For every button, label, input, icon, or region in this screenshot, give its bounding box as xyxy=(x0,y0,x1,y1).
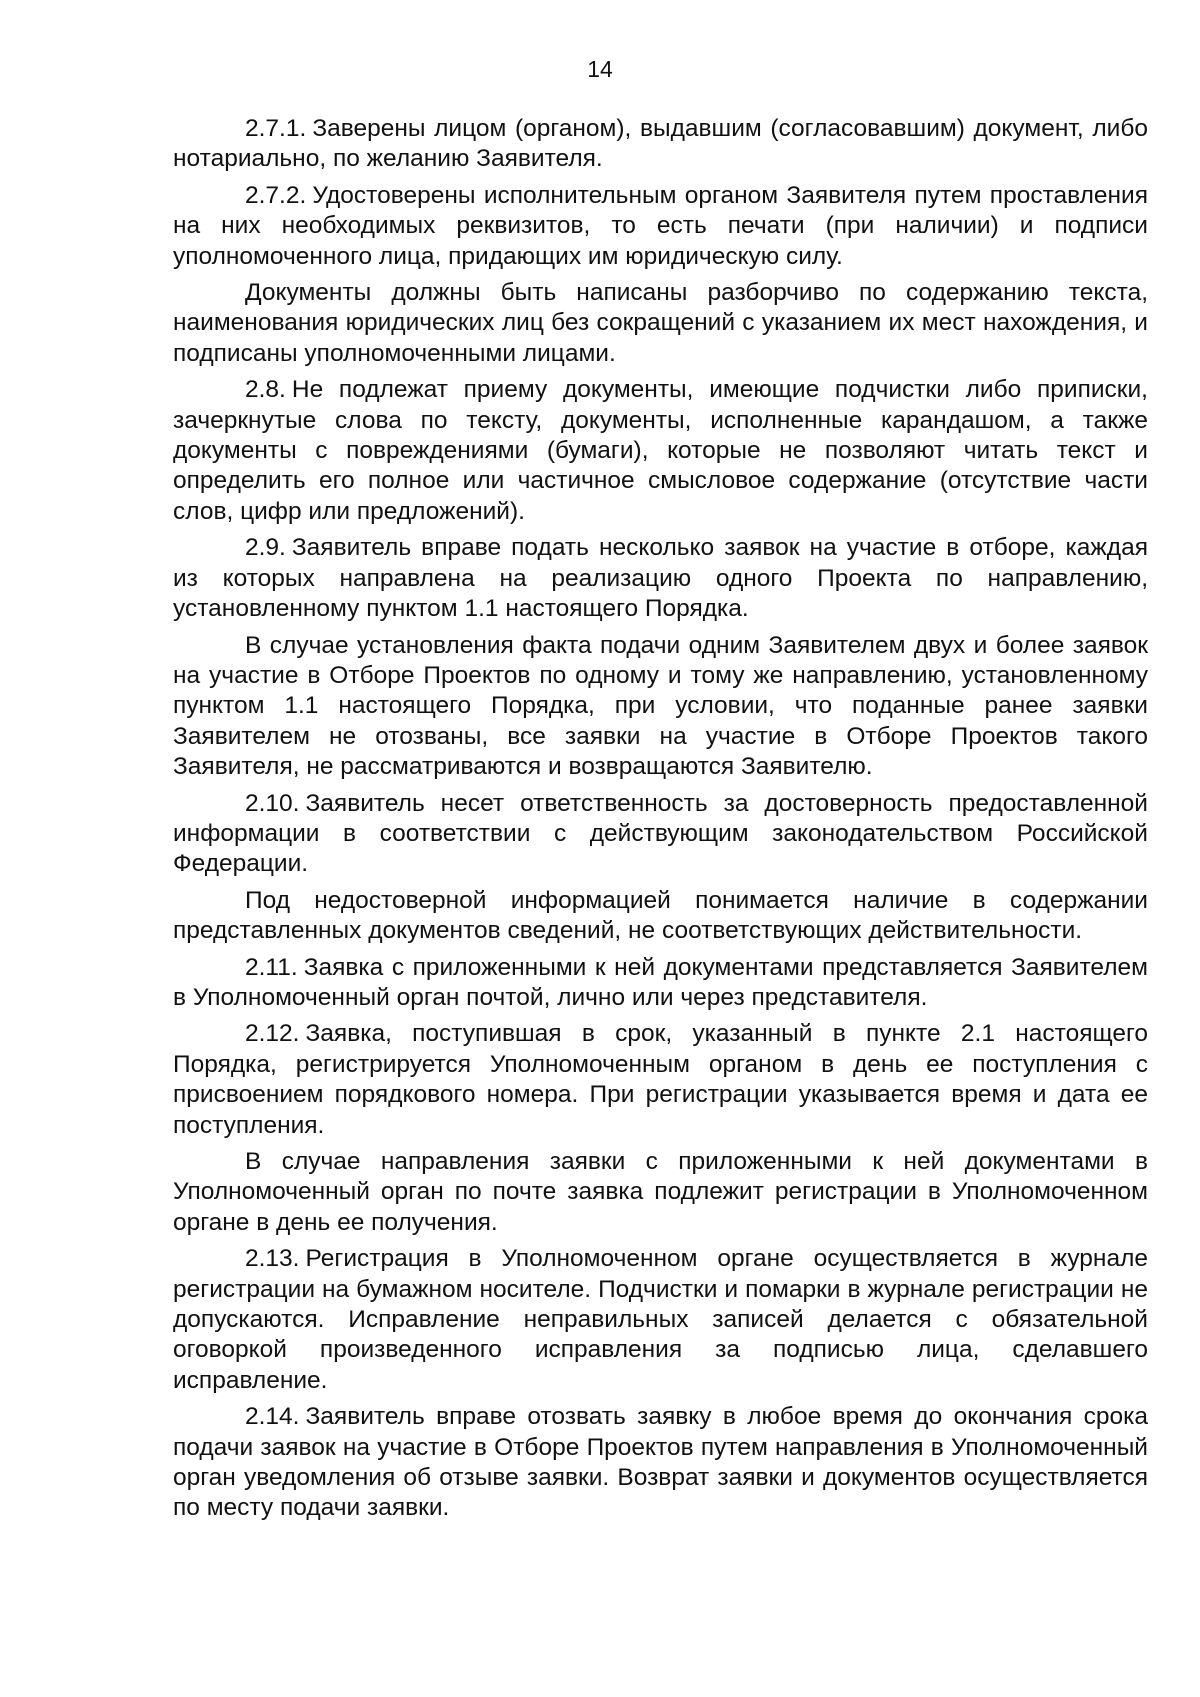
paragraph-text: Заявка, поступившая в срок, указанный в пункте 2.1 настоящего Порядка, регистрируется Уполномоченным органом в день ее поступления с присвоением порядкового номера. При регистрации указывается время и дата ее поступления. xyxy=(173,1020,1148,1139)
paragraph-2-10 xyxy=(173,789,1148,880)
page-number: 14 xyxy=(587,56,613,82)
paragraph-number: 2.8. xyxy=(245,376,286,404)
paragraph-text: Регистрация в Уполномоченном органе осуществляется в журнале регистрации на бумажном носителе. Подчистки и помарки в журнале регистрации не допускаются. Исправление неправильных записей делается с обязательной оговоркой произведенного исправления за подписью лица, сделавшего исправление. xyxy=(173,1245,1148,1394)
paragraph-text: В случае установления факта подачи одним Заявителем двух и более заявок на участие в Отборе Проектов по одному и тому же направлению, установленному пунктом 1.1 настоящего Порядка, при условии, что поданные ранее заявки Заявителем не отозваны, все заявки на участие в Отборе Проектов такого Заявителя, не рассматриваются и возвращаются Заявителю. xyxy=(173,631,1148,781)
paragraph-2-7-1 xyxy=(173,114,1148,175)
paragraph-false-information xyxy=(173,886,1148,947)
paragraph-text: Под недостоверной информацией понимается наличие в содержании представленных документов сведений, не соответствующих действительности. xyxy=(173,886,1148,945)
paragraph-number: 2.7.2. xyxy=(245,181,307,209)
paragraph-number: 2.12. xyxy=(245,1020,300,1048)
paragraph-2-8 xyxy=(173,375,1148,527)
paragraph-2-7-2 xyxy=(173,181,1148,272)
paragraph-2-12 xyxy=(173,1019,1148,1141)
paragraph-number: 2.14. xyxy=(245,1403,300,1431)
paragraph-number: 2.11. xyxy=(245,953,298,981)
paragraph-number: 2.7.1. xyxy=(245,115,307,142)
paragraph-2-14 xyxy=(173,1402,1148,1524)
paragraph-text: Удостоверены исполнительным органом Заявителя путем проставления на них необходимых реквизитов, то есть печати (при наличии) и подписи уполномоченного лица, придающих им юридическую силу. xyxy=(173,181,1148,270)
paragraph-text: Заявитель несет ответственность за достоверность предоставленной информации в соответствии с действующим законодательством Российской Федерации. xyxy=(173,789,1148,878)
paragraph-documents-requirements xyxy=(173,278,1148,369)
paragraph-2-9 xyxy=(173,533,1148,624)
paragraph-duplicate-applications xyxy=(173,631,1148,783)
paragraph-text: Заявитель вправе подать несколько заявок на участие в отборе, каждая из которых направлена на реализацию одного Проекта по направлению, установленному пунктом 1.1 настоящего Порядка. xyxy=(173,534,1148,623)
paragraph-text: Заявитель вправе отозвать заявку в любое время до окончания срока подачи заявок на участие в Отборе Проектов путем направления в Уполномоченный орган уведомления об отзыве заявки. Возврат заявки и документов осуществляется по месту подачи заявки. xyxy=(173,1403,1148,1522)
paragraph-2-13 xyxy=(173,1244,1148,1396)
paragraph-text: Документы должны быть написаны разборчиво по содержанию текста, наименования юридических лиц без сокращений с указанием их мест нахождения, и подписаны уполномоченными лицами. xyxy=(173,279,1148,367)
paragraph-text: Заявка с приложенными к ней документами представляется Заявителем в Уполномоченный орган почтой, лично или через представителя. xyxy=(173,953,1148,1011)
paragraph-number: 2.9. xyxy=(245,534,286,562)
paragraph-text: Заверены лицом (органом), выдавшим (согласовавшим) документ, либо нотариально, по желанию Заявителя. xyxy=(173,115,1148,173)
paragraph-text: В случае направления заявки с приложенными к ней документами в Уполномоченный орган по почте заявка подлежит регистрации в Уполномоченном органе в день ее получения. xyxy=(173,1148,1148,1236)
document-body xyxy=(173,114,1148,1530)
paragraph-number: 2.13. xyxy=(245,1245,300,1273)
paragraph-2-11 xyxy=(173,953,1148,1014)
paragraph-text: Не подлежат приему документы, имеющие подчистки либо приписки, зачеркнутые слова по тексту, документы, исполненные карандашом, а также документы с повреждениями (бумаги), которые не позволяют читать текст и определить его полное или частичное смысловое содержание (отсутствие части слов, цифр или предложений). xyxy=(173,376,1148,525)
paragraph-mail-registration xyxy=(173,1147,1148,1238)
paragraph-number: 2.10. xyxy=(245,789,300,817)
